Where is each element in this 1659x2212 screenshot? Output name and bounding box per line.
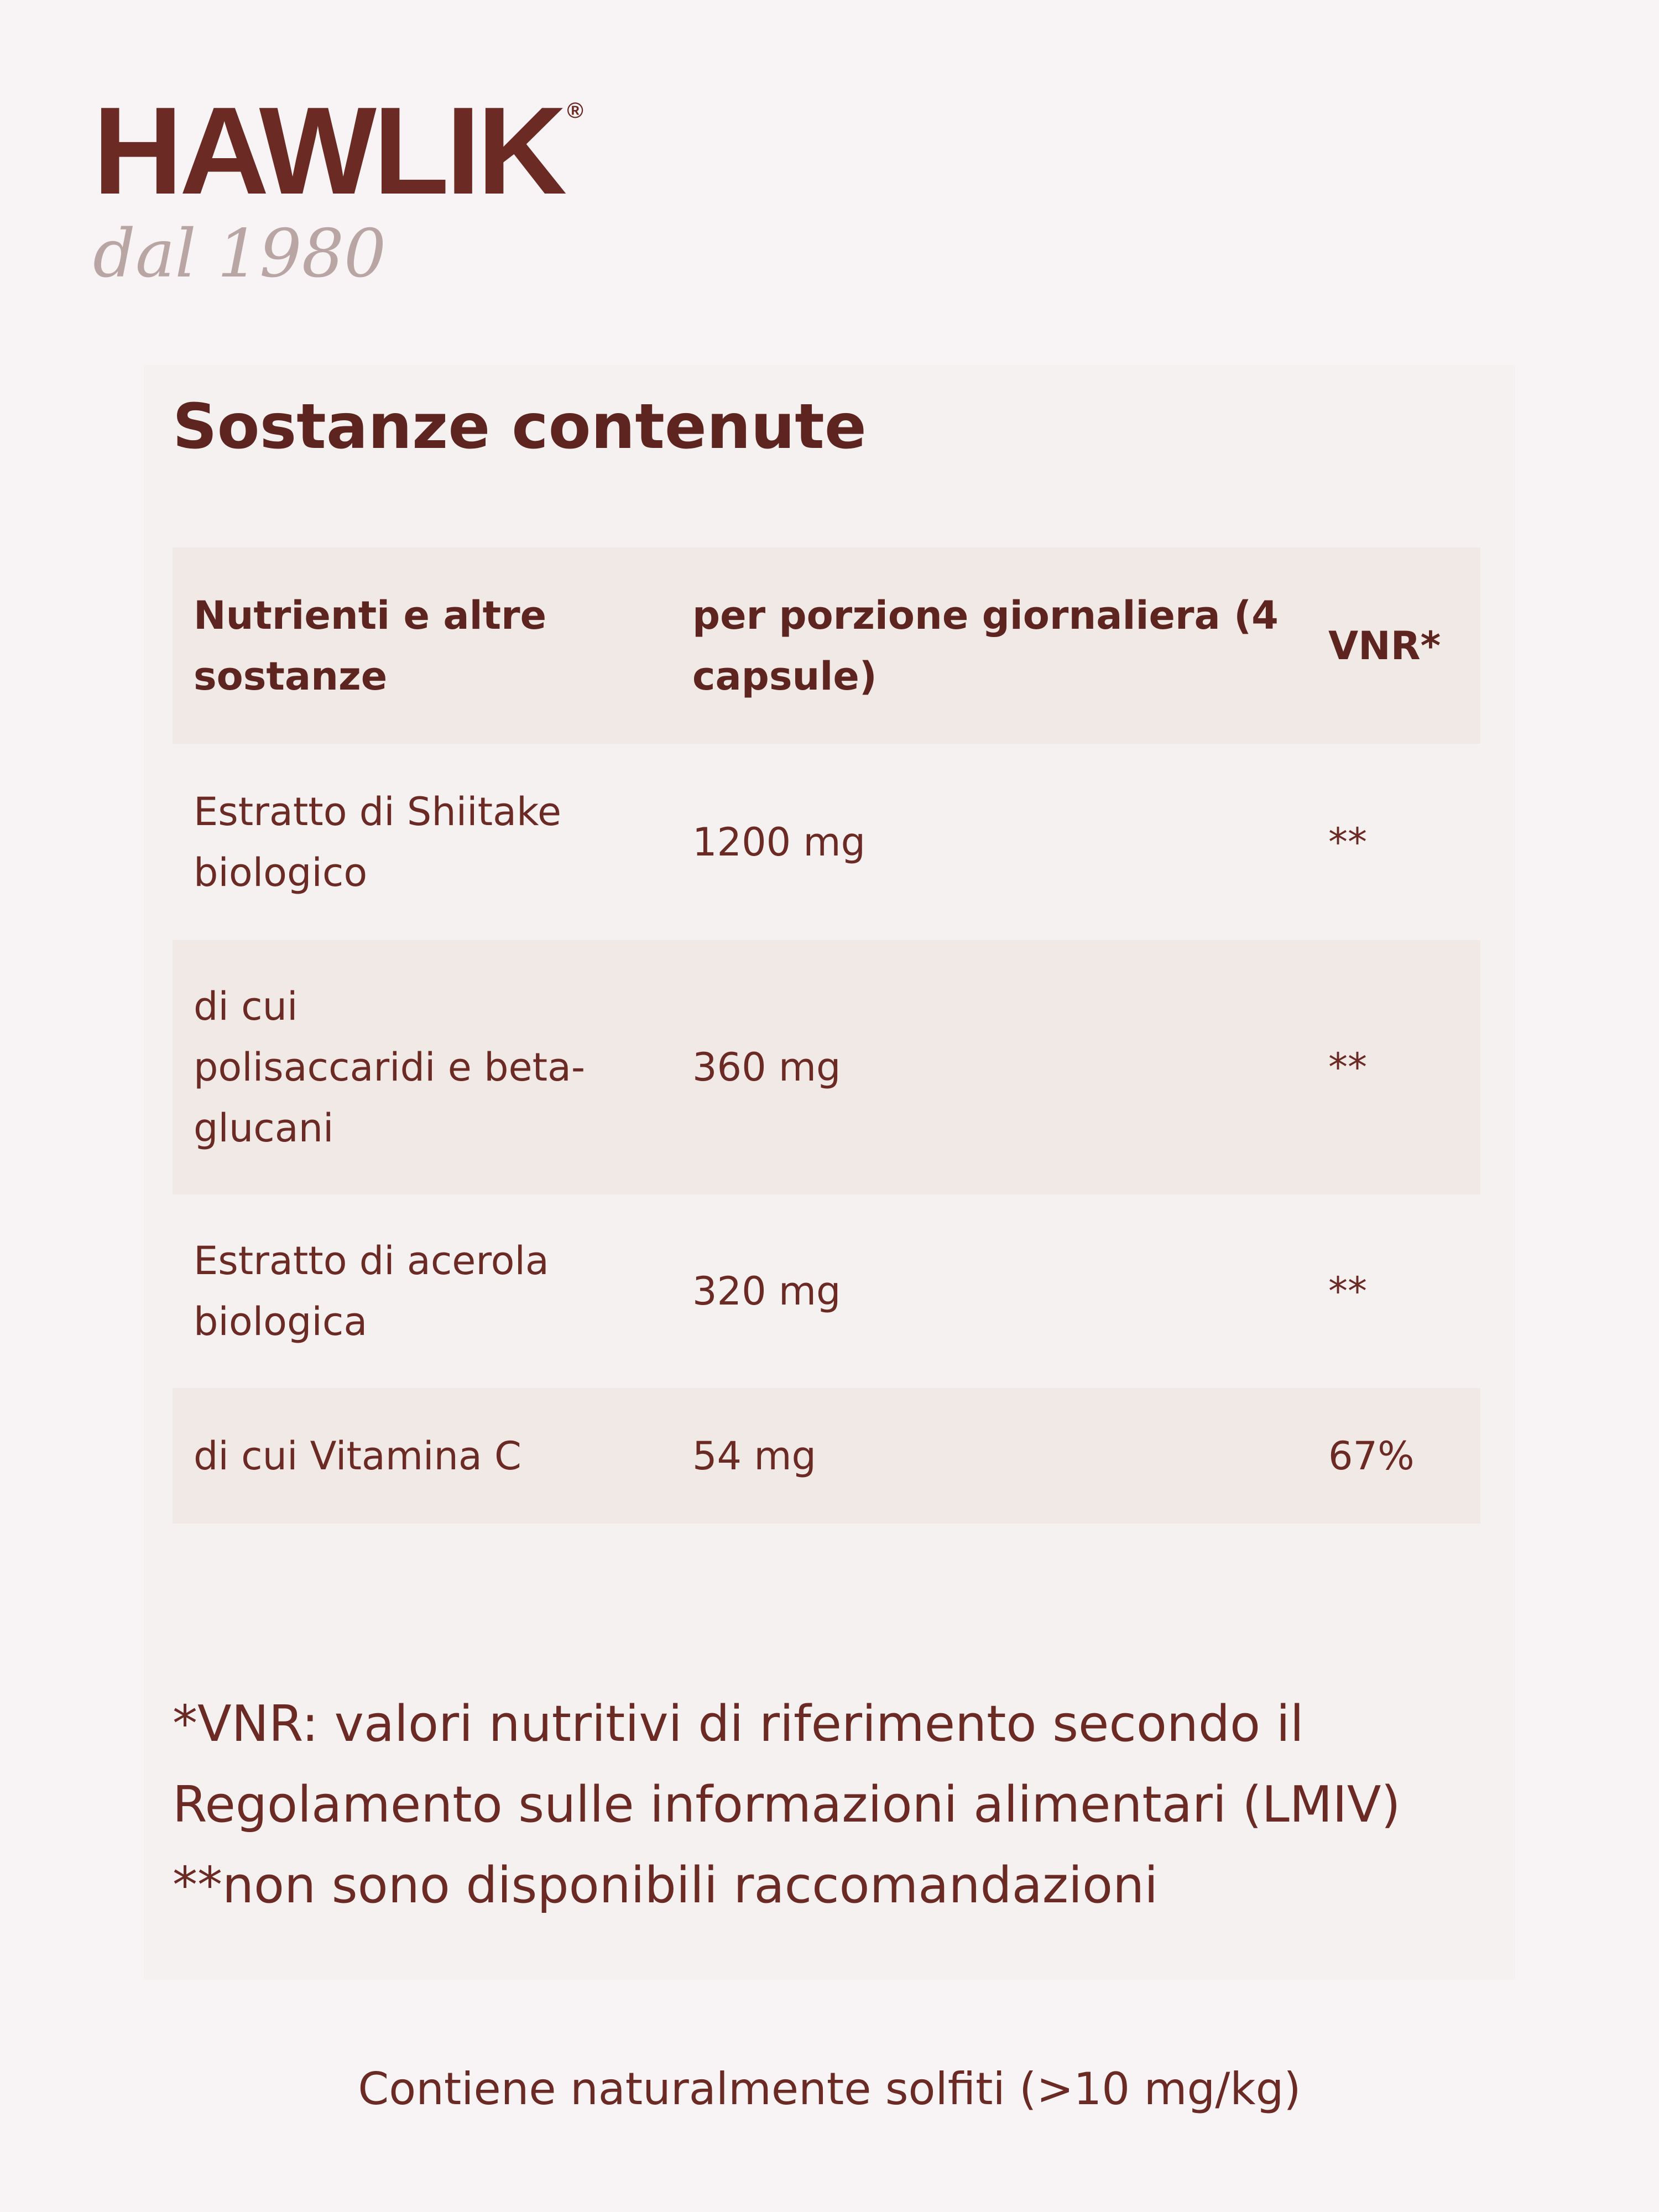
footnotes [173, 1684, 1527, 1926]
nutrient-amount: 54 mg [692, 1433, 816, 1479]
nutrient-name-line1: Estratto di acerola [194, 1238, 549, 1284]
brand-logo [93, 81, 583, 220]
header-nutrients [173, 585, 692, 707]
section-title: Sostanze contenute [173, 391, 867, 463]
nutrient-vnr: ** [1328, 1045, 1367, 1090]
nutrient-amount: 360 mg [692, 1045, 841, 1090]
nutrient-name-line2: biologico [194, 849, 368, 895]
table-row [173, 1388, 1480, 1524]
header-portion-line2: capsule) [692, 653, 877, 699]
nutrient-amount: 320 mg [692, 1269, 841, 1314]
nutrient-name [173, 976, 692, 1159]
table-header-row [173, 547, 1480, 744]
nutrient-vnr: ** [1328, 819, 1367, 865]
sulfite-notice: Contiene naturalmente solfiti (>10 mg/kg) [358, 2063, 1301, 2115]
nutrient-name-line1: Estratto di Shiitake [194, 789, 562, 834]
nutrient-amount: 1200 mg [692, 819, 866, 865]
nutrient-name [173, 781, 692, 903]
table-row [173, 744, 1480, 940]
header-portion-line1: per porzione giornaliera (4 [692, 592, 1279, 638]
nutrient-name-line3: glucani [194, 1105, 334, 1151]
nutrient-name: di cui Vitamina C [194, 1433, 521, 1479]
nutrient-name-line1: di cui [194, 984, 298, 1029]
table-row [173, 940, 1480, 1194]
brand-tagline: dal 1980 [93, 216, 387, 293]
header-nutrients-line2: sostanze [194, 653, 388, 699]
footnote-regulation: Regolamento sulle informazioni alimentari (LMIV) [173, 1776, 1401, 1834]
nutrient-name-line2: polisaccaridi e beta- [194, 1045, 586, 1090]
registered-mark: ® [567, 98, 583, 123]
footnote-vnr: *VNR: valori nutritivi di riferimento secondo il [173, 1695, 1304, 1753]
nutrient-vnr: ** [1328, 1269, 1367, 1314]
header-portion [692, 585, 1328, 707]
header-nutrients-line1: Nutrienti e altre [194, 592, 547, 638]
nutrient-name-line2: biologica [194, 1299, 368, 1344]
nutrient-name [173, 1230, 692, 1352]
footnote-no-recommendation: **non sono disponibili raccomandazioni [173, 1856, 1159, 1914]
brand-name: HAWLIK [93, 81, 564, 220]
header-vnr: VNR* [1328, 623, 1441, 669]
table-row [173, 1194, 1480, 1388]
nutrition-table [173, 547, 1480, 1524]
nutrient-vnr: 67% [1328, 1433, 1415, 1479]
